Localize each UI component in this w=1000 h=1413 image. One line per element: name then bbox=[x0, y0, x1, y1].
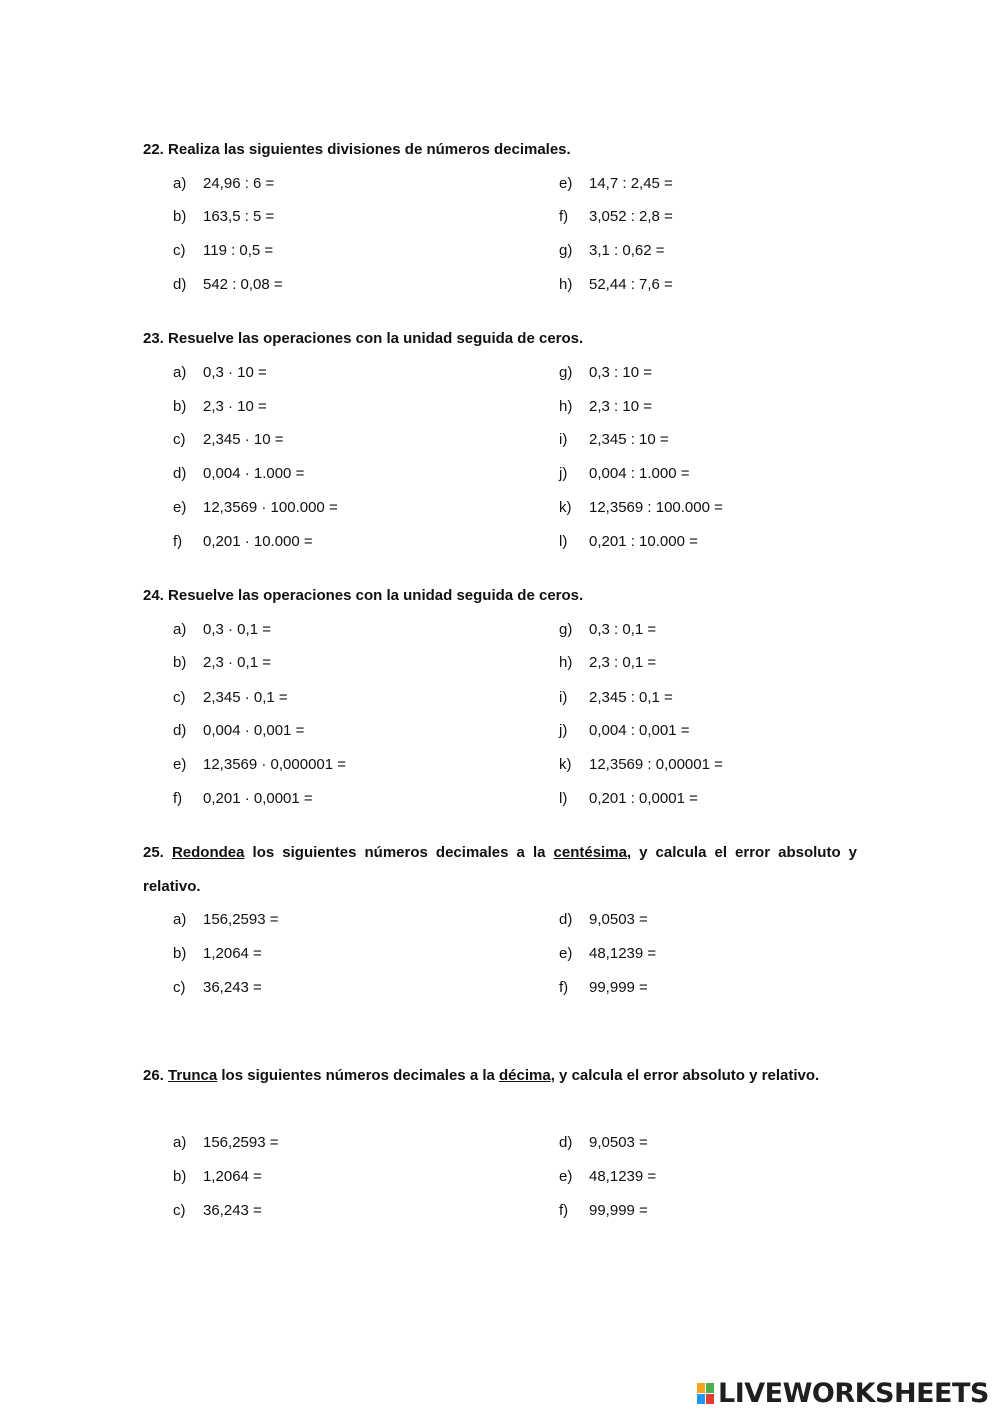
list-item: d) 9,0503 = bbox=[559, 1134, 648, 1151]
exercise-24-heading: 24. Resuelve las operaciones con la unidad seguida de ceros. bbox=[143, 587, 584, 604]
list-item: b) 1,2064 = bbox=[173, 1168, 262, 1185]
list-item: a) 156,2593 = bbox=[173, 911, 279, 928]
exercise-22-heading: 22. Realiza las siguientes divisiones de números decimales. bbox=[143, 141, 571, 158]
list-item: h) 2,3 : 10 = bbox=[559, 398, 652, 415]
list-item: k) 12,3569 : 100.000 = bbox=[559, 499, 723, 516]
list-item: g) 0,3 : 0,1 = bbox=[559, 621, 657, 638]
list-item: i) 2,345 : 0,1 = bbox=[559, 689, 673, 706]
keyword-decima: décima bbox=[499, 1067, 551, 1084]
list-item: l) 0,201 : 0,0001 = bbox=[559, 790, 698, 807]
keyword-centesima: centésima bbox=[553, 844, 627, 861]
list-item: b) 163,5 : 5 = bbox=[173, 208, 275, 225]
list-item: h) 2,3 : 0,1 = bbox=[559, 654, 657, 671]
list-item: b) 1,2064 = bbox=[173, 945, 262, 962]
list-item: j) 0,004 : 1.000 = bbox=[559, 465, 690, 482]
list-item: a) 0,3 · 0,1 = bbox=[173, 621, 271, 638]
list-item: d) 0,004 · 0,001 = bbox=[173, 722, 305, 739]
logo-square-orange bbox=[697, 1383, 705, 1393]
exercise-25-heading: 25. Redondea los siguientes números decimales a la centésima, y calcula el error absoluto y relativo. bbox=[143, 844, 858, 895]
logo-square-blue bbox=[697, 1394, 705, 1404]
list-item: g) 0,3 : 10 = bbox=[559, 364, 652, 381]
logo-square-red bbox=[706, 1394, 714, 1404]
list-item: e) 12,3569 · 100.000 = bbox=[173, 499, 338, 516]
list-item: f) 3,052 : 2,8 = bbox=[559, 208, 673, 225]
list-item: f) 99,999 = bbox=[559, 1202, 648, 1219]
logo-square-green bbox=[706, 1383, 714, 1393]
list-item: c) 36,243 = bbox=[173, 1202, 262, 1219]
list-item: e) 14,7 : 2,45 = bbox=[559, 175, 673, 192]
logo-text: LIVEWORKSHEETS bbox=[718, 1377, 989, 1409]
list-item: j) 0,004 : 0,001 = bbox=[559, 722, 690, 739]
exercise-23-heading: 23. Resuelve las operaciones con la unidad seguida de ceros. bbox=[143, 330, 584, 347]
list-item: f) 99,999 = bbox=[559, 979, 648, 996]
list-item: c) 2,345 · 10 = bbox=[173, 431, 284, 448]
list-item: b) 2,3 · 10 = bbox=[173, 398, 267, 415]
list-item: d) 9,0503 = bbox=[559, 911, 648, 928]
list-item: l) 0,201 : 10.000 = bbox=[559, 533, 698, 550]
keyword-redondea: Redondea bbox=[171, 844, 245, 861]
list-item: f) 0,201 · 10.000 = bbox=[173, 533, 313, 550]
list-item: h) 52,44 : 7,6 = bbox=[559, 276, 673, 293]
list-item: e) 48,1239 = bbox=[559, 1168, 657, 1185]
list-item: d) 0,004 · 1.000 = bbox=[173, 465, 305, 482]
list-item: a) 156,2593 = bbox=[173, 1134, 279, 1151]
liveworksheets-logo[interactable] bbox=[697, 1378, 989, 1408]
liveworksheets-logo-icon bbox=[697, 1383, 714, 1404]
keyword-trunca: Trunca bbox=[168, 1067, 218, 1084]
list-item: g) 3,1 : 0,62 = bbox=[559, 242, 665, 259]
list-item: e) 48,1239 = bbox=[559, 945, 657, 962]
list-item: a) 24,96 : 6 = bbox=[173, 175, 275, 192]
list-item: e) 12,3569 · 0,000001 = bbox=[173, 756, 347, 773]
list-item: d) 542 : 0,08 = bbox=[173, 276, 283, 293]
list-item: a) 0,3 · 10 = bbox=[173, 364, 267, 381]
list-item: c) 2,345 · 0,1 = bbox=[173, 689, 288, 706]
exercise-26-heading: 26. Trunca los siguientes números decimales a la décima, y calcula el error absoluto y relativo. bbox=[143, 1067, 820, 1084]
list-item: i) 2,345 : 10 = bbox=[559, 431, 669, 448]
list-item: b) 2,3 · 0,1 = bbox=[173, 654, 271, 671]
list-item: k) 12,3569 : 0,00001 = bbox=[559, 756, 723, 773]
list-item: c) 119 : 0,5 = bbox=[173, 242, 274, 259]
list-item: c) 36,243 = bbox=[173, 979, 262, 996]
list-item: f) 0,201 · 0,0001 = bbox=[173, 790, 313, 807]
